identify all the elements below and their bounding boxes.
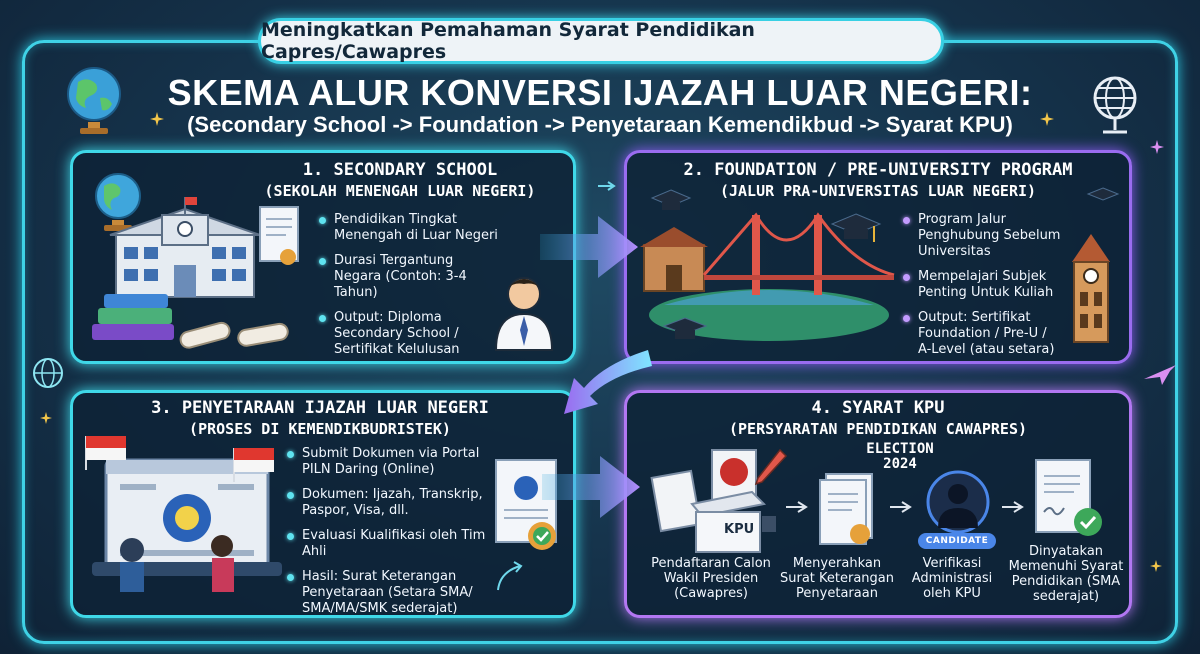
list-item: Dokumen: Ijazah, Transkrip, Paspor, Visa, dll. [286,487,494,519]
sparkle-icon [1040,112,1054,126]
plane-icon [1140,355,1180,395]
list-item: Mempelajari Subjek Penting Untuk Kuliah [902,269,1062,301]
student-icon [488,270,560,352]
flow-arrow-2-to-3 [544,344,654,416]
panel4-title: 4. SYARAT KPU [811,398,945,418]
panel3-title: 3. PENYETARAAN IJAZAH LUAR NEGERI [151,398,489,418]
books-icon [88,290,178,350]
graduation-cap-icon [830,212,882,250]
election-label: ELECTION 2024 [866,441,934,472]
panel4-subtitle: (PERSYARATAN PENDIDIKAN CAWAPRES) [728,420,1027,438]
sparkle-icon [40,412,52,424]
sparkle-icon [1150,560,1162,572]
page-title: SKEMA ALUR KONVERSI IJAZAH LUAR NEGERI: [167,72,1033,113]
panel2-title: 2. FOUNDATION / PRE-UNIVERSITY PROGRAM [683,160,1073,180]
step-arrow-icon [784,500,810,514]
approved-document-icon [1028,456,1108,546]
step-arrow-icon [888,500,914,514]
panel2-subtitle: (JALUR PRA-UNIVERSITAS LUAR NEGERI) [719,182,1037,200]
sparkle-icon [150,112,164,126]
list-item: Submit Dokumen via Portal PILN Daring (Online) [286,446,494,478]
graduation-cap-icon [650,188,692,218]
panel1-heading [210,160,590,200]
page-subtitle: (Secondary School -> Foundation -> Penyetaraan Kemendikbud -> Syarat KPU) [187,112,1013,137]
kpu-label: KPU [724,522,755,537]
scroll-icon [176,315,296,355]
candidate-silhouette-icon [918,470,998,534]
list-item: Durasi Tergantung Negara (Contoh: 3-4 Tahun) [318,253,498,301]
panel2-bullets [902,212,1062,367]
flow-arrow-3-to-4 [542,452,642,522]
school-building-icon [100,195,270,305]
step-label: Menyerahkan Surat Keterangan Penyetaraan [779,556,894,601]
sparkle-icon [1150,140,1164,154]
candidate-badge: CANDIDATE [918,533,996,549]
graduation-cap-icon [1086,186,1120,210]
list-item: Evaluasi Kualifikasi oleh Tim Ahli [286,528,494,560]
globe-icon [60,60,130,140]
panel1-bullets [318,212,498,367]
panel3-bullets [286,446,494,626]
indonesia-flag-icon [230,446,280,482]
panel2-heading [630,160,1126,200]
panel3-subtitle: (PROSES DI KEMENDIKBUDRISTEK) [189,420,451,438]
list-item: Pendidikan Tingkat Menengah di Luar Negeri [318,212,498,244]
indonesia-flag-icon [82,434,132,470]
diploma-icon [258,205,302,275]
document-icon [816,470,880,554]
globe-icon [1085,70,1145,140]
step-label: Dinyatakan Memenuhi Syarat Pendidikan (SMA sederajat) [1008,544,1124,604]
list-item: Hasil: Surat Keterangan Penyetaraan (Setara SMA/ SMA/MA/SMK sederajat) [286,569,494,617]
graduation-cap-icon [662,316,708,348]
clock-tower-icon [1064,232,1118,344]
step-arrow-icon [1000,500,1026,514]
globe-small-icon [30,355,66,391]
panel4-heading [630,398,1126,438]
panel3-heading [110,398,530,438]
tagline-pill [258,18,944,64]
panel1-subtitle: (SEKOLAH MENENGAH LUAR NEGERI) [264,182,536,200]
panel1-title: 1. SECONDARY SCHOOL [302,160,498,180]
curved-arrow-icon [494,560,528,594]
tagline: Meningkatkan Pemahaman Syarat Pendidikan Capres/Cawapres [261,19,755,63]
list-item: Program Jalur Penghubung Sebelum Universitas [902,212,1062,260]
step-label: Pendaftaran Calon Wakil Presiden (Cawapres) [651,556,771,601]
list-item: Output: Diploma Secondary School / Sertifikat Kelulusan [318,310,498,358]
small-arrow-icon [596,180,618,192]
step-label: Verifikasi Administrasi oleh KPU [911,556,993,601]
pencil-icon [752,448,788,488]
flow-arrow-1-to-2 [540,212,640,282]
list-item: Output: Sertifikat Foundation / Pre-U / A-Level (atau setara) [902,310,1062,358]
